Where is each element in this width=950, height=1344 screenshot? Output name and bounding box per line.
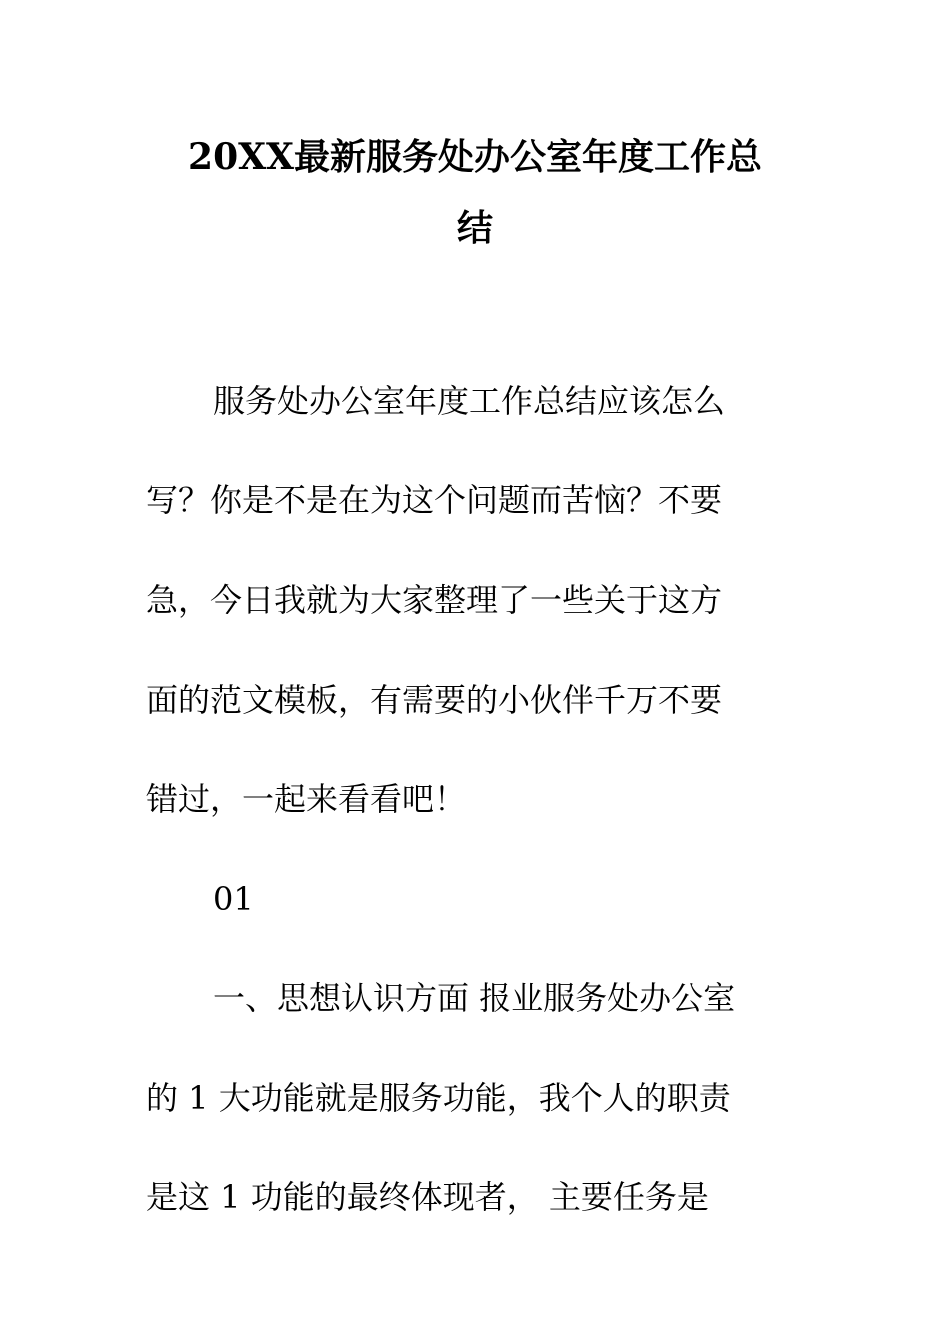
paragraph-line: 急，今日我就为大家整理了一些关于这方 [146,581,723,619]
paragraph-line: 是这 1 功能的最终体现者， 主要任务是 [146,1178,709,1216]
paragraph-line: 一、思想认识方面 报业服务处办公室 [213,979,736,1017]
paragraph-line: 面的范文模板，有需要的小伙伴千万不要 [146,681,723,719]
paragraph-line: 错过，一起来看看吧！ [146,780,467,818]
section-number: 01 [213,880,254,918]
document-title-line-1: 20XX最新服务处办公室年度工作总 [188,136,762,178]
paragraph-line: 的 1 大功能就是服务功能，我个人的职责 [146,1079,731,1117]
paragraph-line: 服务处办公室年度工作总结应该怎么 [213,382,726,420]
paragraph-line: 写？你是不是在为这个问题而苦恼？不要 [146,481,723,519]
document-title-line-2: 结 [456,207,493,249]
